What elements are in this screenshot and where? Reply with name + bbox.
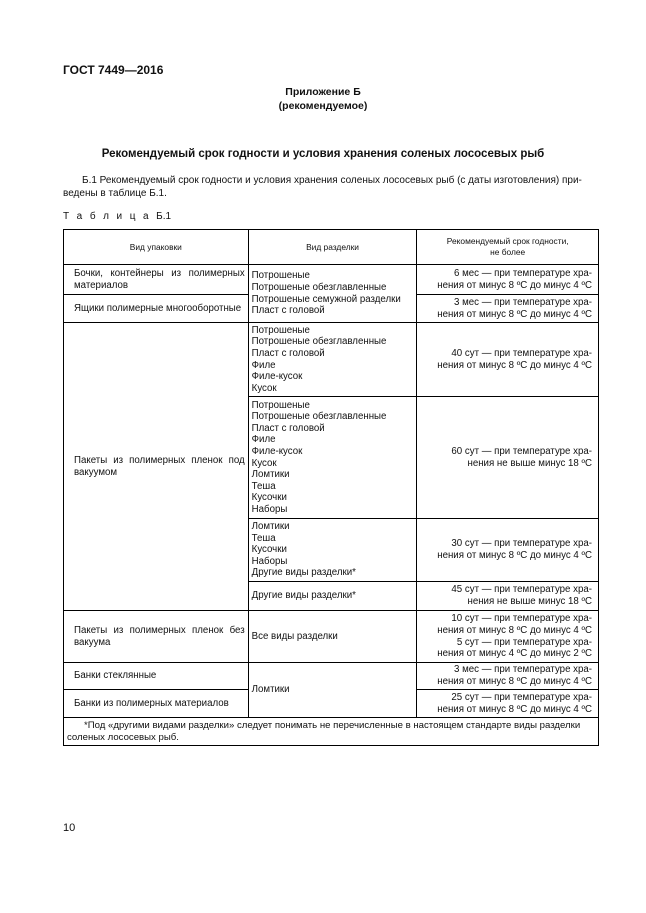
term-vacuum-g1: [417, 323, 599, 397]
pack-vacuum: [64, 323, 249, 611]
term-line: 6 мес — при температуре хра-: [454, 267, 592, 279]
pack-glass-text: Банки стеклянные: [74, 670, 157, 682]
term-line: нения не выше минус 18 ºС: [467, 596, 592, 607]
term-line: нения от минус 4 ºС до минус 2 ºС: [437, 648, 592, 660]
term-vacuum-g2: [417, 397, 599, 519]
pack-boxes-text: Ящики полимерные многооборотные: [74, 302, 242, 314]
cut-item: Потрошеные обезглавленные: [251, 411, 387, 423]
term-line: 10 сут — при температуре хра-: [451, 613, 592, 625]
cut-item: Потрошеные: [251, 399, 310, 411]
term-boxes: [417, 295, 599, 323]
pack-barrels-text: Бочки, контейнеры из полимерных материалов: [74, 267, 245, 291]
cut-jars: Ломтики: [248, 663, 417, 718]
cut-novacuum: Все виды разделки: [248, 611, 417, 663]
term-vacuum-g3: [417, 519, 599, 582]
cut-item: Потрошеные: [251, 324, 310, 336]
cut-item: Наборы: [251, 503, 288, 515]
table-caption-number: Б.1: [156, 211, 172, 222]
term-line: нения от минус 8 ºС до минус 4 ºС: [437, 624, 592, 636]
standard-header: ГОСТ 7449—2016: [63, 63, 164, 77]
cut-item: Кусочки: [251, 544, 287, 556]
pack-novacuum: [64, 611, 249, 663]
table-row: [64, 611, 599, 663]
term-line: 30 сут — при температуре хра-: [451, 538, 592, 550]
cut-item: Пласт с головой: [251, 422, 325, 434]
cut-item: Кусок: [251, 457, 277, 469]
header-term-line-1: Рекомендуемый срок годности,: [446, 236, 569, 246]
cut-item: Потрошеные: [251, 270, 310, 282]
cut-item: Потрошеные семужной разделки: [251, 293, 401, 305]
term-line: нения от минус 8 ºС до минус 4 ºС: [437, 703, 592, 715]
term-line: нения не выше минус 18 ºС: [467, 457, 592, 469]
intro-line-1: Б.1 Рекомендуемый срок годности и условия хранения соленых лососевых рыб (с даты изготовления) при-: [82, 175, 582, 186]
pack-glass: [64, 663, 249, 690]
term-line: 5 сут — при температуре хра-: [456, 636, 592, 648]
cut-item: Пласт с головой: [251, 347, 325, 359]
cut-item: Ломтики: [251, 521, 290, 533]
term-line: нения от минус 8 ºС до минус 4 ºС: [437, 279, 592, 291]
cut-vacuum-g4: Другие виды разделки*: [248, 582, 417, 611]
table-row: [64, 265, 599, 295]
table-caption-label: Т а б л и ц а: [63, 211, 151, 222]
header-packaging: Вид упаковки: [64, 230, 249, 265]
header-term: [417, 230, 599, 265]
footnote-line-1: *Под «другими видами разделки» следует понимать не перечисленные в настоящем стандарте виды разделки: [84, 719, 581, 731]
header-term-line-2: не более: [490, 247, 526, 257]
footnote-line-2: соленых лососевых рыб.: [67, 731, 179, 743]
cut-barrels-boxes: [248, 265, 417, 323]
pack-jars-text: Банки из полимерных материалов: [74, 697, 229, 709]
pack-jars: [64, 690, 249, 718]
term-line: 40 сут — при температуре хра-: [451, 347, 592, 359]
cut-item: Наборы: [251, 555, 288, 567]
pack-boxes: [64, 295, 249, 323]
cut-item: Ломтики: [251, 469, 290, 481]
appendix-title: Приложение Б: [285, 86, 361, 98]
header-cut: Вид разделки: [248, 230, 417, 265]
page-number: 10: [63, 822, 76, 834]
table-row: [64, 663, 599, 690]
pack-barrels: [64, 265, 249, 295]
term-glass: [417, 663, 599, 690]
table-footnote-row: [64, 718, 599, 746]
cut-item: Потрошеные обезглавленные: [251, 336, 387, 348]
cut-item: Филе: [251, 434, 276, 446]
table-footnote: [64, 718, 599, 746]
term-barrels: [417, 265, 599, 295]
pack-vacuum-text: Пакеты из полимерных пленок под вакуумом: [74, 454, 245, 478]
cut-item: Кусочки: [251, 492, 287, 504]
term-line: 45 сут — при температуре хра-: [451, 584, 592, 596]
term-line: нения от минус 8 ºС до минус 4 ºС: [437, 359, 592, 371]
term-line: 60 сут — при температуре хра-: [451, 445, 592, 457]
cut-item: Филе-кусок: [251, 371, 303, 383]
term-novacuum: [417, 611, 599, 663]
appendix-subtitle: (рекомендуемое): [278, 100, 368, 112]
table-header-row: [64, 230, 599, 265]
cut-item: Филе-кусок: [251, 445, 303, 457]
term-line: нения от минус 8 ºС до минус 4 ºС: [437, 550, 592, 561]
pack-novacuum-text: Пакеты из полимерных пленок без вакуума: [74, 624, 245, 648]
intro-line-2: ведены в таблице Б.1.: [63, 188, 167, 199]
cut-vacuum-g3: [248, 519, 417, 582]
cut-vacuum-g2: [248, 397, 417, 519]
term-line: 25 сут — при температуре хра-: [451, 691, 592, 703]
cut-item: Потрошеные обезглавленные: [251, 281, 387, 293]
term-line: 3 мес — при температуре хра-: [454, 664, 592, 676]
cut-item: Кусок: [251, 382, 277, 394]
term-line: 3 мес — при температуре хра-: [454, 296, 592, 308]
cut-item: Теша: [251, 532, 276, 544]
cut-item: Теша: [251, 480, 276, 492]
cut-item: Филе: [251, 359, 276, 371]
section-title: Рекомендуемый срок годности и условия хранения соленых лососевых рыб: [101, 148, 545, 160]
cut-item: Пласт с головой: [251, 305, 325, 317]
cut-vacuum-g1: [248, 323, 417, 397]
term-jars: [417, 690, 599, 718]
table-row: [64, 323, 599, 397]
term-line: нения от минус 8 ºС до минус 4 ºС: [437, 676, 592, 687]
table-caption: [63, 211, 171, 222]
storage-table: [63, 229, 599, 746]
term-vacuum-g4: [417, 582, 599, 611]
intro-paragraph: [63, 174, 600, 200]
cut-item: Другие виды разделки*: [251, 567, 356, 579]
term-line: нения от минус 8 ºС до минус 4 ºС: [437, 308, 592, 320]
